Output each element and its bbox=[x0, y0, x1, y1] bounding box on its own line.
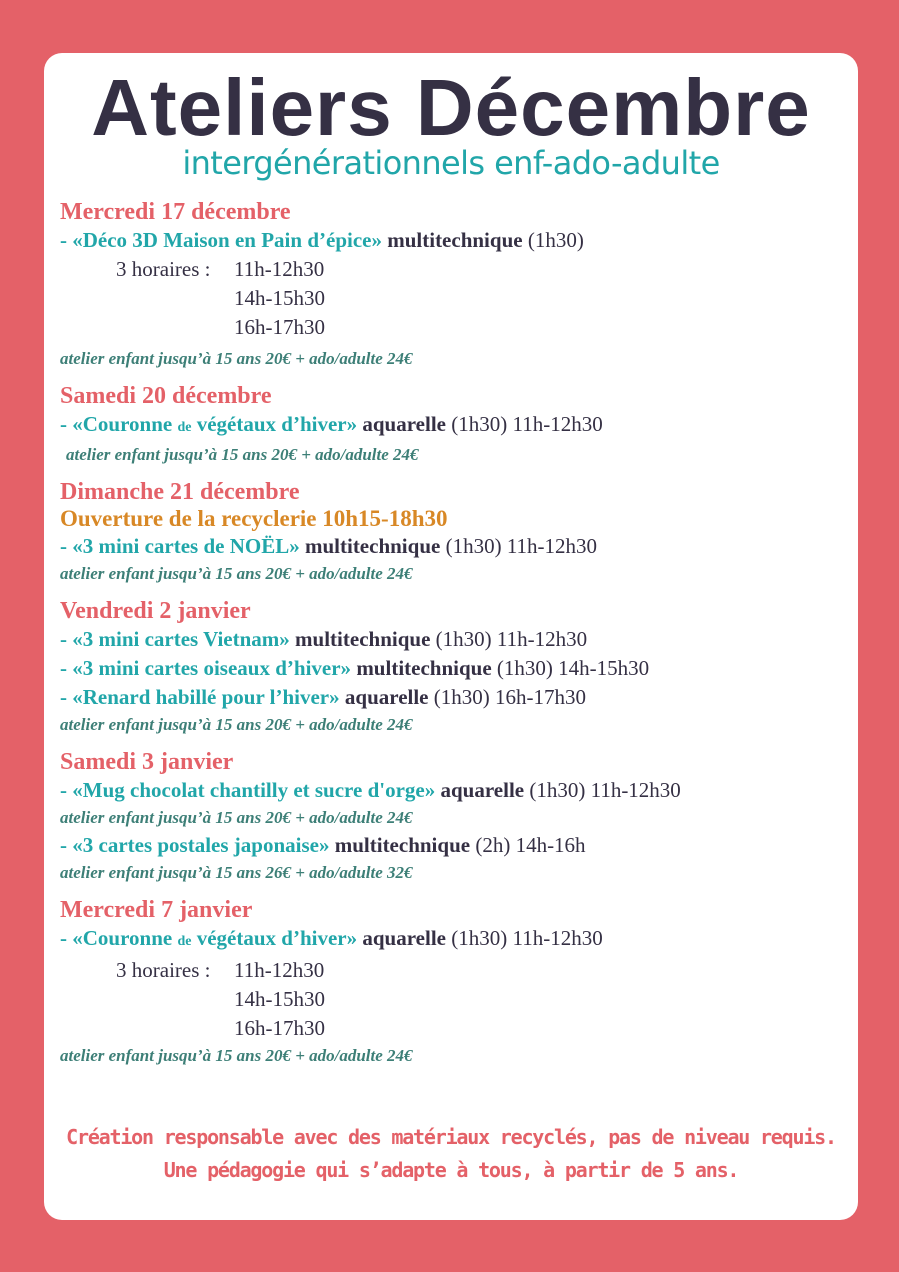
workshop-details: (1h30) 11h-12h30 bbox=[524, 778, 681, 802]
price-note: atelier enfant jusqu’à 15 ans 20€ + ado/adulte 24€ bbox=[60, 349, 413, 368]
schedule-label: 3 horaires : bbox=[116, 257, 211, 281]
schedule-block bbox=[116, 956, 848, 1043]
event-mercredi-7 bbox=[60, 896, 848, 1069]
workshop-line bbox=[60, 226, 848, 255]
price-note: atelier enfant jusqu’à 15 ans 20€ + ado/adulte 24€ bbox=[60, 808, 413, 827]
workshop-line bbox=[60, 625, 848, 654]
flyer-card bbox=[44, 53, 858, 1220]
workshop-dash: - bbox=[60, 627, 73, 651]
workshop-technique: aquarelle bbox=[339, 685, 429, 709]
workshop-dash: - bbox=[60, 228, 73, 252]
schedule-time: 14h-15h30 bbox=[234, 286, 325, 310]
footer-line: Création responsable avec des matériaux recyclés, pas de niveau requis. bbox=[66, 1125, 836, 1149]
price-note: atelier enfant jusqu’à 15 ans 20€ + ado/adulte 24€ bbox=[60, 715, 413, 734]
schedule-time: 16h-17h30 bbox=[234, 1016, 325, 1040]
workshop-details: (1h30) 11h-12h30 bbox=[446, 926, 603, 950]
schedule-time: 11h-12h30 bbox=[234, 257, 325, 281]
workshop-dash: - bbox=[60, 833, 73, 857]
workshop-technique: multitechnique bbox=[289, 627, 431, 651]
event-day: Samedi 20 décembre bbox=[60, 383, 272, 409]
event-day: Mercredi 7 janvier bbox=[60, 897, 253, 923]
schedule-block bbox=[116, 255, 848, 342]
workshop-technique: aquarelle bbox=[357, 926, 446, 950]
workshop-dash: - bbox=[60, 656, 73, 680]
workshop-technique: aquarelle bbox=[435, 778, 525, 802]
workshop-title: «3 cartes postales japonaise» bbox=[72, 833, 330, 857]
workshop-title: «Déco 3D Maison en Pain d’épice» bbox=[72, 228, 382, 252]
workshop-technique: multitechnique bbox=[351, 656, 492, 680]
workshop-line bbox=[60, 924, 848, 956]
workshop-dash: - bbox=[60, 412, 73, 436]
workshop-line bbox=[60, 654, 848, 683]
workshop-details: (2h) 14h-16h bbox=[470, 833, 586, 857]
workshop-technique: multitechnique bbox=[329, 833, 471, 857]
workshop-dash: - bbox=[60, 778, 73, 802]
event-samedi-3 bbox=[60, 748, 848, 886]
workshop-title: «Renard habillé pour l’hiver» bbox=[72, 685, 340, 709]
event-day: Samedi 3 janvier bbox=[60, 749, 234, 775]
schedule-time: 16h-17h30 bbox=[234, 315, 325, 339]
workshop-technique: multitechnique bbox=[381, 228, 523, 252]
workshop-technique: multitechnique bbox=[299, 534, 441, 558]
event-day: Dimanche 21 décembre bbox=[60, 479, 300, 505]
workshop-title-small: de bbox=[177, 934, 192, 949]
workshop-title-part: végétaux d’hiver» bbox=[191, 412, 358, 436]
workshop-title-part: «Couronne bbox=[72, 926, 178, 950]
workshop-details: (1h30) 11h-12h30 bbox=[440, 534, 598, 558]
event-day: Vendredi 2 janvier bbox=[60, 598, 251, 624]
price-note: atelier enfant jusqu’à 15 ans 20€ + ado/adulte 24€ bbox=[60, 1046, 413, 1065]
event-samedi-20 bbox=[60, 382, 848, 468]
schedule-time: 11h-12h30 bbox=[234, 958, 325, 982]
workshop-dash: - bbox=[60, 534, 73, 558]
workshop-line bbox=[60, 683, 848, 712]
opening-hours: Ouverture de la recyclerie 10h15-18h30 bbox=[60, 506, 448, 531]
schedule-label: 3 horaires : bbox=[116, 958, 211, 982]
event-dimanche-21 bbox=[60, 478, 848, 587]
footer-line: Une pédagogie qui s’adapte à tous, à partir de 5 ans. bbox=[163, 1158, 739, 1182]
workshop-dash: - bbox=[60, 685, 73, 709]
schedule-time: 14h-15h30 bbox=[234, 987, 325, 1011]
workshop-title: «Mug chocolat chantilly et sucre d'orge» bbox=[72, 778, 436, 802]
workshop-line bbox=[60, 410, 848, 442]
workshop-details: (1h30) 14h-15h30 bbox=[491, 656, 650, 680]
workshop-title-part: «Couronne bbox=[72, 412, 178, 436]
workshop-title-small: de bbox=[177, 420, 192, 435]
workshop-technique: aquarelle bbox=[357, 412, 446, 436]
footer-note bbox=[44, 1121, 858, 1187]
workshop-title: «3 mini cartes oiseaux d’hiver» bbox=[72, 656, 352, 680]
page-subtitle: intergénérationnels enf-ado-adulte bbox=[182, 144, 720, 182]
workshop-details: (1h30) 11h-12h30 bbox=[430, 627, 588, 651]
price-note: atelier enfant jusqu’à 15 ans 26€ + ado/adulte 32€ bbox=[60, 863, 413, 882]
workshop-details: (1h30) bbox=[522, 228, 584, 252]
price-note: atelier enfant jusqu’à 15 ans 20€ + ado/adulte 24€ bbox=[66, 445, 419, 464]
workshop-title-part: végétaux d’hiver» bbox=[191, 926, 358, 950]
workshop-details: (1h30) 11h-12h30 bbox=[446, 412, 603, 436]
workshop-line bbox=[60, 532, 848, 561]
workshop-title: «3 mini cartes Vietnam» bbox=[72, 627, 290, 651]
event-vendredi-2 bbox=[60, 597, 848, 738]
workshop-line bbox=[60, 831, 848, 860]
page-title: Ateliers Décembre bbox=[91, 63, 811, 152]
workshop-details: (1h30) 16h-17h30 bbox=[428, 685, 586, 709]
events-list bbox=[60, 198, 848, 1069]
event-day: Mercredi 17 décembre bbox=[60, 199, 291, 225]
workshop-line bbox=[60, 776, 848, 805]
workshop-dash: - bbox=[60, 926, 73, 950]
workshop-title: «3 mini cartes de NOËL» bbox=[72, 534, 300, 558]
event-mercredi-17 bbox=[60, 198, 848, 372]
price-note: atelier enfant jusqu’à 15 ans 20€ + ado/adulte 24€ bbox=[60, 564, 413, 583]
